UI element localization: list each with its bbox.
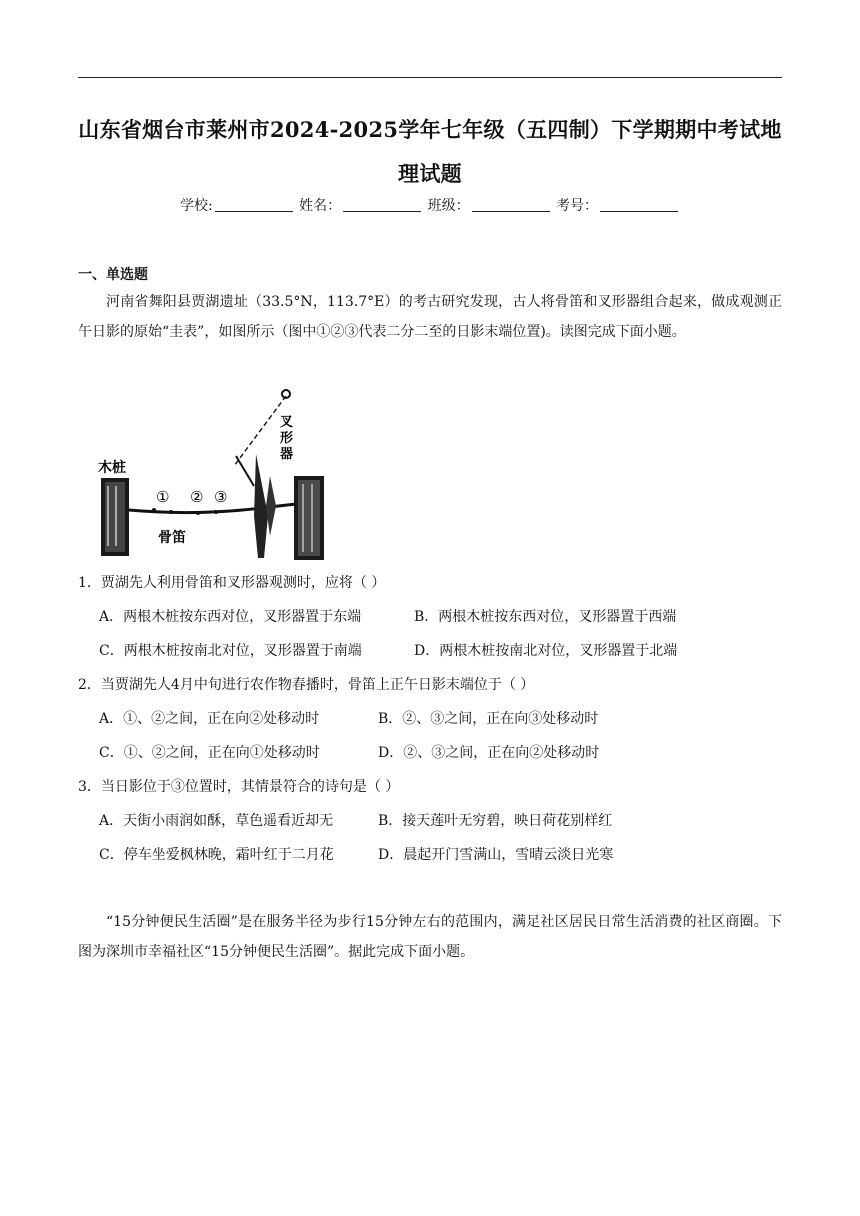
sun-ray xyxy=(234,396,286,466)
question-1-option-a[interactable]: A．两根木桩按东西对位，叉形器置于东端 xyxy=(99,609,362,625)
page-title: 山东省烟台市莱州市2024-2025学年七年级（五四制）下学期期中考试地理试题 xyxy=(78,117,782,186)
class-blank[interactable] xyxy=(472,197,550,212)
question-1-option-d[interactable]: D．两根木桩按南北对位，叉形器置于北端 xyxy=(414,643,678,659)
gnomon-figure xyxy=(96,386,346,566)
number-blank[interactable] xyxy=(600,197,678,212)
name-label: 姓名： xyxy=(299,198,342,214)
question-1-option-b[interactable]: B．两根木桩按东西对位，叉形器置于西端 xyxy=(414,609,677,625)
question-2-stem: 2．当贾湖先人4月中旬进行农作物春播时，骨笛上正午日影末端位于（ ） xyxy=(78,677,535,693)
mark-3: ③ xyxy=(214,488,228,506)
question-3-stem: 3．当日影位于③位置时，其情景符合的诗句是（ ） xyxy=(78,779,400,795)
svg-text:形: 形 xyxy=(280,431,294,446)
passage-gnomon: 河南省舞阳县贾湖遗址（33.5°N，113.7°E）的考古研究发现，古人将骨笛和叉形器组合起来，做成观测正午日影的原始“圭表”，如图所示（图中①②③代表二分二至的日影末端位置)。读图完成下面小题。 xyxy=(78,294,782,340)
fork-instrument xyxy=(254,454,268,558)
question-2-option-c[interactable]: C．①、②之间，正在向①处移动时 xyxy=(99,745,320,761)
header-rule xyxy=(78,77,782,78)
svg-text:叉: 叉 xyxy=(280,415,294,430)
question-3-option-a[interactable]: A．天街小雨润如酥，草色遥看近却无 xyxy=(99,813,334,829)
student-info-line xyxy=(78,196,782,216)
class-label: 班级： xyxy=(427,198,470,214)
question-3-option-d[interactable]: D．晨起开门雪满山，雪晴云淡日光寒 xyxy=(378,847,614,863)
number-label: 考号： xyxy=(556,198,599,214)
name-blank[interactable] xyxy=(343,197,421,212)
question-2-option-a[interactable]: A．①、②之间，正在向②处移动时 xyxy=(99,711,320,727)
passage-15-minute-circle: “15分钟便民生活圈”是在服务半径为步行15分钟左右的范围内，满足社区居民日常生活消费的社区商圈。下图为深圳市幸福社区“15分钟便民生活圈”。据此完成下面小题。 xyxy=(78,914,782,960)
school-blank[interactable] xyxy=(215,197,293,212)
mark-2: ② xyxy=(190,488,204,506)
question-2-option-d[interactable]: D．②、③之间，正在向②处移动时 xyxy=(378,745,600,761)
school-label: 学校: xyxy=(179,198,213,214)
flute-label: 骨笛 xyxy=(158,530,186,546)
question-1-option-c[interactable]: C．两根木桩按南北对位，叉形器置于南端 xyxy=(99,643,362,659)
section-heading: 一、单选题 xyxy=(78,267,148,283)
question-3-option-c[interactable]: C．停车坐爱枫林晚，霜叶红于二月花 xyxy=(99,847,334,863)
question-2-option-b[interactable]: B．②、③之间，正在向③处移动时 xyxy=(378,711,599,727)
question-3-option-b[interactable]: B．接天莲叶无穷碧，映日荷花别样红 xyxy=(378,813,613,829)
mark-1: ① xyxy=(156,488,170,506)
fork-label-vertical xyxy=(280,415,294,462)
stake-label: 木桩 xyxy=(98,460,126,476)
svg-text:器: 器 xyxy=(280,447,294,462)
question-1-stem: 1．贾湖先人利用骨笛和叉形器观测时，应将（ ） xyxy=(78,575,386,591)
